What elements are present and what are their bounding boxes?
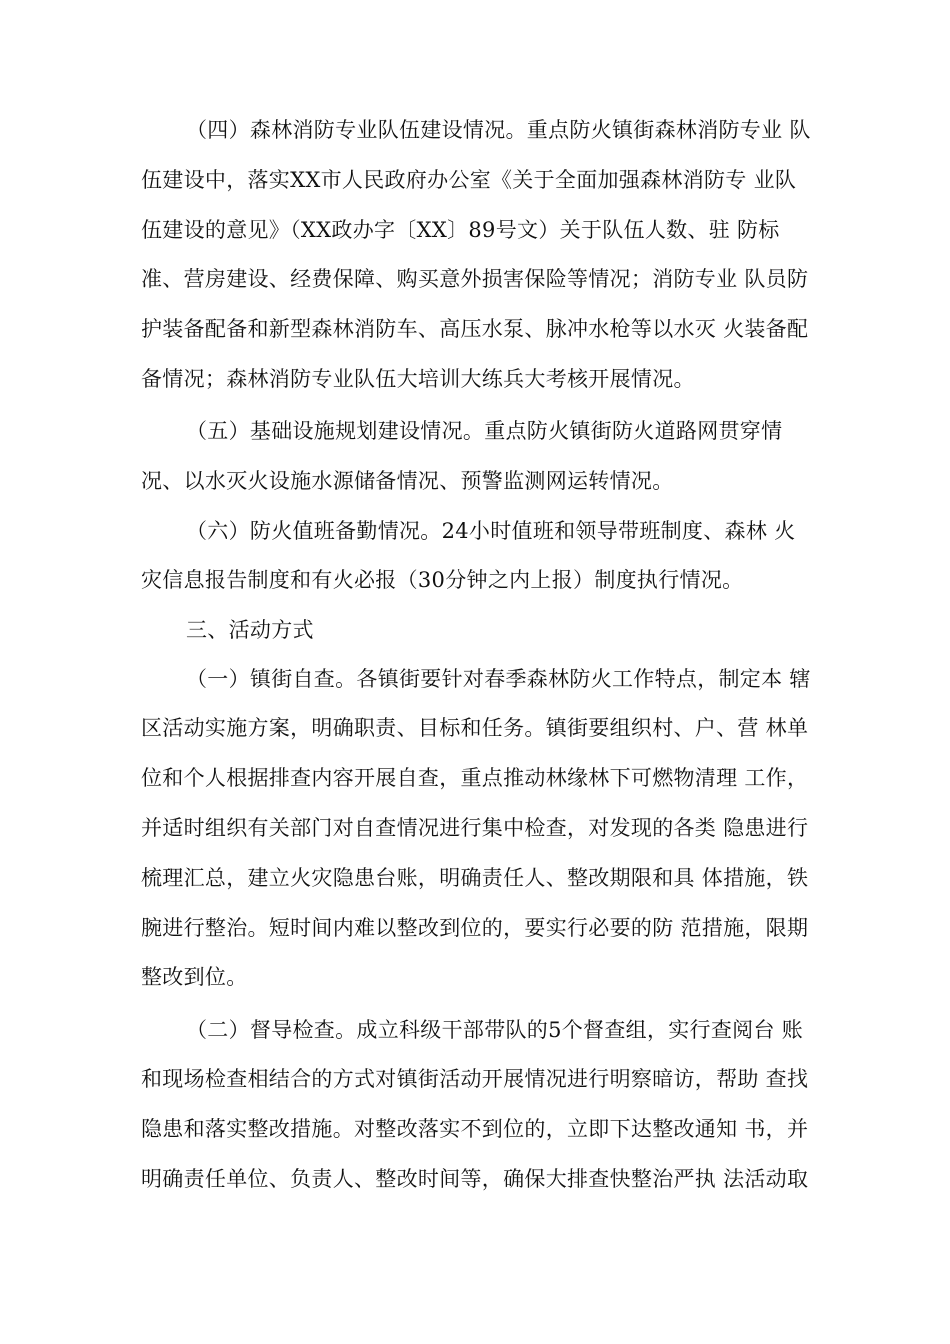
paragraph-4-line-2: 伍建设中，落实XX市人民政府办公室《关于全面加强森林消防专 业队 bbox=[141, 168, 797, 192]
paragraph-b-line-4: 明确责任单位、负责人、整改时间等，确保大排查快整治严执 法活动取 bbox=[141, 1167, 809, 1191]
paragraph-6-line-1: （六）防火值班备勤情况。24小时值班和领导带班制度、森林 火 bbox=[186, 519, 796, 543]
section-heading: 三、活动方式 bbox=[186, 618, 314, 642]
paragraph-a-line-1: （一）镇街自查。各镇街要针对春季森林防火工作特点，制定本 辖 bbox=[186, 667, 811, 691]
paragraph-a-line-3: 位和个人根据排查内容开展自查，重点推动林缘林下可燃物清理 工作， bbox=[141, 766, 809, 790]
paragraph-6-line-2: 灾信息报告制度和有火必报（30分钟之内上报）制度执行情况。 bbox=[141, 568, 744, 592]
paragraph-a-line-5: 梳理汇总，建立火灾隐患台账，明确责任人、整改期限和具 体措施，铁 bbox=[141, 866, 809, 890]
paragraph-a-line-2: 区活动实施方案，明确职责、目标和任务。镇街要组织村、户、营 林单 bbox=[141, 716, 809, 740]
paragraph-5-line-2: 况、以水灭火设施水源储备情况、预警监测网运转情况。 bbox=[141, 469, 674, 493]
paragraph-a-line-6: 腕进行整治。短时间内难以整改到位的，要实行必要的防 范措施，限期 bbox=[141, 916, 809, 940]
paragraph-4-line-6: 备情况；森林消防专业队伍大培训大练兵大考核开展情况。 bbox=[141, 367, 695, 391]
paragraph-a-line-7: 整改到位。 bbox=[141, 965, 248, 989]
paragraph-a-line-4: 并适时组织有关部门对自查情况进行集中检查，对发现的各类 隐患进行 bbox=[141, 816, 809, 840]
paragraph-4-line-1: （四）森林消防专业队伍建设情况。重点防火镇街森林消防专业 队 bbox=[186, 118, 811, 142]
paragraph-b-line-2: 和现场检查相结合的方式对镇街活动开展情况进行明察暗访，帮助 查找 bbox=[141, 1067, 809, 1091]
paragraph-b-line-1: （二）督导检查。成立科级干部带队的5个督查组，实行查阅台 账 bbox=[186, 1018, 804, 1042]
paragraph-4-line-4: 准、营房建设、经费保障、购买意外损害保险等情况；消防专业 队员防 bbox=[141, 267, 809, 291]
paragraph-5-line-1: （五）基础设施规划建设情况。重点防火镇街防火道路网贯穿情 bbox=[186, 419, 783, 443]
paragraph-4-line-5: 护装备配备和新型森林消防车、高压水泵、脉冲水枪等以水灭 火装备配 bbox=[141, 317, 809, 341]
paragraph-4-line-3: 伍建设的意见》（XX政办字〔XX〕89号文）关于队伍人数、驻 防标 bbox=[141, 218, 780, 242]
paragraph-b-line-3: 隐患和落实整改措施。对整改落实不到位的，立即下达整改通知 书，并 bbox=[141, 1117, 809, 1141]
